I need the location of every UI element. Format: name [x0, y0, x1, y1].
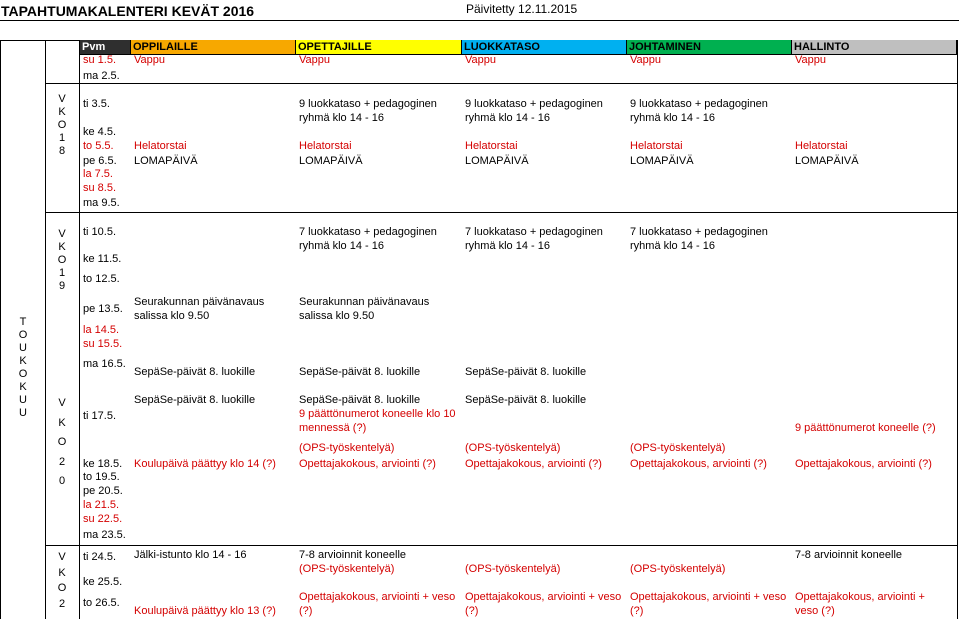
- event-vappu: Vappu: [795, 54, 826, 66]
- date-cell: la 7.5.: [83, 168, 113, 180]
- date-cell: la 21.5.: [83, 499, 120, 511]
- event-luokkataso-7-time: ryhmä klo 14 - 16: [630, 240, 715, 252]
- date-cell: ti 17.5.: [83, 410, 117, 422]
- event-vappu: Vappu: [630, 54, 661, 66]
- event-sepase: SepäSe-päivät 8. luokille: [299, 366, 421, 378]
- date-cell: ke 11.5.: [83, 253, 122, 265]
- event-arvioinnit-78: 7-8 arvioinnit koneelle: [795, 549, 903, 561]
- col-header-hallinto: HALLINTO: [792, 40, 957, 54]
- event-luokkataso-7-time: ryhmä klo 14 - 16: [299, 240, 384, 252]
- date-cell: ma 23.5.: [83, 529, 126, 541]
- event-ops: (OPS-työskentelyä): [630, 563, 726, 575]
- updated-date: Päivitetty 12.11.2015: [466, 2, 578, 16]
- event-ops: (OPS-työskentelyä): [465, 442, 561, 454]
- date-cell: ma 2.5.: [83, 70, 120, 82]
- grid-col-divider: [79, 40, 80, 619]
- event-vappu: Vappu: [465, 54, 496, 66]
- event-koulupaiva-14: Koulupäivä päättyy klo 14 (?): [134, 458, 276, 470]
- date-cell: su 15.5.: [83, 338, 123, 350]
- event-seurakunta: Seurakunnan päivänavaus: [134, 296, 265, 308]
- event-seurakunta: Seurakunnan päivänavaus: [299, 296, 430, 308]
- date-cell: ti 24.5.: [83, 551, 117, 563]
- week-separator: [45, 212, 957, 213]
- col-header-oppilaille: OPPILAILLE: [131, 40, 296, 54]
- event-helatorstai: Helatorstai: [134, 140, 187, 152]
- event-arviointi: Opettajakokous, arviointi (?): [299, 458, 436, 470]
- title-underline: [0, 20, 959, 21]
- event-paattonumerot: 9 päättönumerot koneelle klo 10: [299, 408, 456, 420]
- week-label-18: VKO18: [57, 93, 67, 157]
- week-label-19: VKO19: [57, 228, 67, 292]
- event-vappu: Vappu: [134, 54, 165, 66]
- event-arviointi: Opettajakokous, arviointi (?): [630, 458, 767, 470]
- date-cell: su 22.5.: [83, 513, 123, 525]
- event-ops: (OPS-työskentelyä): [299, 442, 395, 454]
- event-helatorstai: Helatorstai: [299, 140, 352, 152]
- event-arviointi: Opettajakokous, arviointi (?): [795, 458, 932, 470]
- date-cell: ke 18.5.: [83, 458, 123, 470]
- date-cell: ti 3.5.: [83, 98, 110, 110]
- event-luokkataso-7: 7 luokkataso + pedagoginen: [299, 226, 437, 238]
- week-separator: [45, 83, 957, 84]
- date-cell: to 12.5.: [83, 273, 120, 285]
- date-cell: su 1.5.: [83, 54, 117, 66]
- event-vappu: Vappu: [299, 54, 330, 66]
- event-arvioinnit-78: 7-8 arvioinnit koneelle: [299, 549, 407, 561]
- date-cell: pe 6.5.: [83, 155, 117, 167]
- date-cell: ma 9.5.: [83, 197, 120, 209]
- event-arviointi-veso: Opettajakokous, arviointi + veso: [630, 591, 787, 603]
- event-luokkataso-9: 9 luokkataso + pedagoginen: [465, 98, 603, 110]
- event-seurakunta-time: salissa klo 9.50: [134, 310, 210, 322]
- date-cell: to 26.5.: [83, 597, 120, 609]
- event-sepase: SepäSe-päivät 8. luokille: [465, 366, 587, 378]
- event-paattonumerot-hallinto: 9 päättönumerot koneelle (?): [795, 422, 936, 434]
- event-sepase: SepäSe-päivät 8. luokille: [465, 394, 587, 406]
- grid-right-border: [957, 40, 958, 619]
- grid-top-border: [0, 40, 80, 41]
- event-arviointi-veso-q: (?): [299, 605, 313, 617]
- col-header-pvm: Pvm: [80, 40, 131, 54]
- col-header-luokkataso: LUOKKATASO: [462, 40, 627, 54]
- event-ops: (OPS-työskentelyä): [299, 563, 395, 575]
- event-helatorstai: Helatorstai: [795, 140, 848, 152]
- event-jalki-istunto: Jälki-istunto klo 14 - 16: [134, 549, 247, 561]
- event-lomapaiva: LOMAPÄIVÄ: [299, 155, 363, 167]
- event-ops: (OPS-työskentelyä): [630, 442, 726, 454]
- event-ops: (OPS-työskentelyä): [465, 563, 561, 575]
- week-label-20: VKO20: [57, 397, 67, 488]
- event-sepase: SepäSe-päivät 8. luokille: [134, 366, 256, 378]
- date-cell: la 14.5.: [83, 324, 120, 336]
- date-cell: ma 16.5.: [83, 358, 126, 370]
- date-cell: to 19.5.: [83, 471, 120, 483]
- date-cell: su 8.5.: [83, 182, 117, 194]
- col-header-opettajille: OPETTAJILLE: [296, 40, 462, 54]
- date-cell: ke 4.5.: [83, 126, 117, 138]
- date-cell: ti 10.5.: [83, 226, 117, 238]
- event-lomapaiva: LOMAPÄIVÄ: [630, 155, 694, 167]
- event-arviointi-veso-q: (?): [630, 605, 644, 617]
- event-arviointi-veso: Opettajakokous, arviointi + veso: [299, 591, 456, 603]
- event-helatorstai: Helatorstai: [465, 140, 518, 152]
- event-sepase: SepäSe-päivät 8. luokille: [299, 394, 421, 406]
- event-luokkataso-7-time: ryhmä klo 14 - 16: [465, 240, 550, 252]
- col-header-johtaminen: JOHTAMINEN: [627, 40, 792, 54]
- event-arviointi-veso: Opettajakokous, arviointi + veso: [465, 591, 622, 603]
- event-helatorstai: Helatorstai: [630, 140, 683, 152]
- date-cell: pe 13.5.: [83, 303, 123, 315]
- event-arviointi-veso-hallinto: Opettajakokous, arviointi +: [795, 591, 925, 603]
- event-arviointi: Opettajakokous, arviointi (?): [465, 458, 602, 470]
- event-lomapaiva: LOMAPÄIVÄ: [795, 155, 859, 167]
- event-luokkataso-7: 7 luokkataso + pedagoginen: [465, 226, 603, 238]
- event-arviointi-veso-q: (?): [465, 605, 479, 617]
- week-label-21: VKO2: [57, 551, 67, 610]
- page-title: TAPAHTUMAKALENTERI KEVÄT 2016: [1, 3, 255, 19]
- date-cell: to 5.5.: [83, 140, 114, 152]
- event-luokkataso-9-time: ryhmä klo 14 - 16: [299, 112, 384, 124]
- month-label: TOUKOKUU: [18, 316, 28, 419]
- date-cell: pe 20.5.: [83, 485, 123, 497]
- event-lomapaiva: LOMAPÄIVÄ: [134, 155, 198, 167]
- event-luokkataso-9: 9 luokkataso + pedagoginen: [299, 98, 437, 110]
- event-paattonumerot-deadline: mennessä (?): [299, 422, 367, 434]
- event-luokkataso-9-time: ryhmä klo 14 - 16: [630, 112, 715, 124]
- date-cell: ke 25.5.: [83, 576, 123, 588]
- event-luokkataso-7: 7 luokkataso + pedagoginen: [630, 226, 768, 238]
- event-koulupaiva-13: Koulupäivä päättyy klo 13 (?): [134, 605, 276, 617]
- event-seurakunta-time: salissa klo 9.50: [299, 310, 375, 322]
- event-luokkataso-9-time: ryhmä klo 14 - 16: [465, 112, 550, 124]
- grid-left-border: [0, 40, 1, 619]
- event-lomapaiva: LOMAPÄIVÄ: [465, 155, 529, 167]
- event-arviointi-veso-hallinto-q: veso (?): [795, 605, 835, 617]
- event-sepase: SepäSe-päivät 8. luokille: [134, 394, 256, 406]
- week-separator: [45, 545, 957, 546]
- event-luokkataso-9: 9 luokkataso + pedagoginen: [630, 98, 768, 110]
- grid-col-divider: [45, 40, 46, 619]
